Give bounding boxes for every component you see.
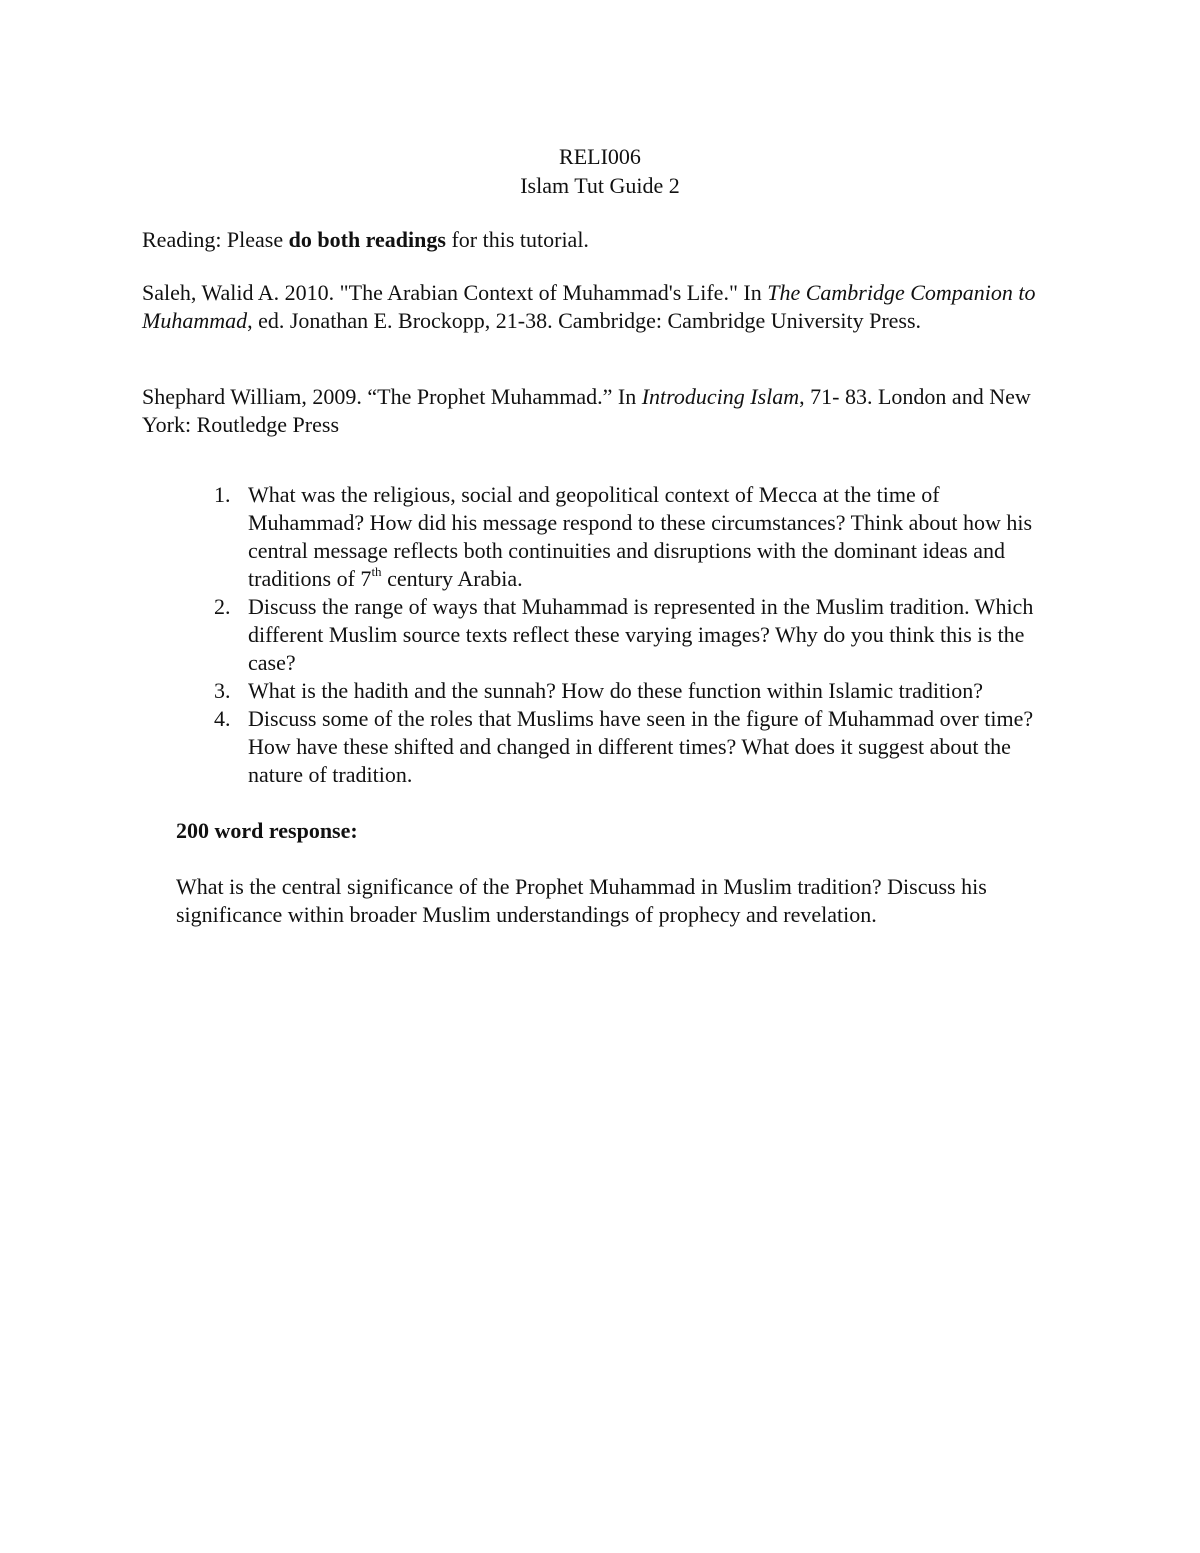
course-code: RELI006 [559,144,641,169]
question-number: 3. [214,678,231,703]
question-text-end: century Arabia. [381,566,523,591]
question-item [198,705,1058,789]
question-list [198,481,1058,789]
question-item [198,481,1058,593]
question-item [198,593,1058,677]
response-heading: 200 word response: [176,818,358,843]
reading-suffix: for this tutorial. [445,227,589,252]
response-prompt: What is the central significance of the Prophet Muhammad in Muslim tradition? Discuss his significance within broader Muslim understandings of prophecy and revelation. [176,874,987,927]
question-text: Discuss the range of ways that Muhammad is represented in the Muslim tradition. Which different Muslim source texts reflect these varying images? Why do you think this is the case? [248,594,1034,675]
reference-book-title: The Cambridge Companion to Muhammad [142,280,1036,333]
document-header [0,142,1200,200]
reference-text: , ed. Jonathan E. Brockopp, 21-38. Cambridge: Cambridge University Press. [247,308,922,333]
reading-emphasis: do both readings [288,227,446,252]
reference-saleh [142,279,1062,335]
reference-text: , 71- 83. London and New York: Routledge Press [142,384,1031,437]
reference-text: Shephard William, 2009. “The Prophet Muhammad.” In [142,384,642,409]
reference-text: Saleh, Walid A. 2010. "The Arabian Context of Muhammad's Life." In [142,280,768,305]
reading-instruction [142,226,1062,254]
question-text: What is the hadith and the sunnah? How do these function within Islamic tradition? [248,678,983,703]
question-text: What was the religious, social and geopolitical context of Mecca at the time of Muhammad? How did his message respond to these circumstances? Think about how his central message reflects both continuities and disruptions with the dominant ideas and traditions of 7 [248,482,1033,591]
document-title: Islam Tut Guide 2 [520,173,680,198]
reading-prefix: Reading: Please [142,227,289,252]
question-number: 2. [214,594,231,619]
reference-book-title: Introducing Islam [641,384,800,409]
question-text: Discuss some of the roles that Muslims have seen in the figure of Muhammad over time? How have these shifted and changed in different times? What does it suggest about the nature of tradition. [248,706,1034,787]
question-number: 4. [214,706,231,731]
reference-shephard [142,383,1062,439]
question-item [198,677,1058,705]
question-number: 1. [214,482,231,507]
ordinal-suffix: th [371,563,382,579]
